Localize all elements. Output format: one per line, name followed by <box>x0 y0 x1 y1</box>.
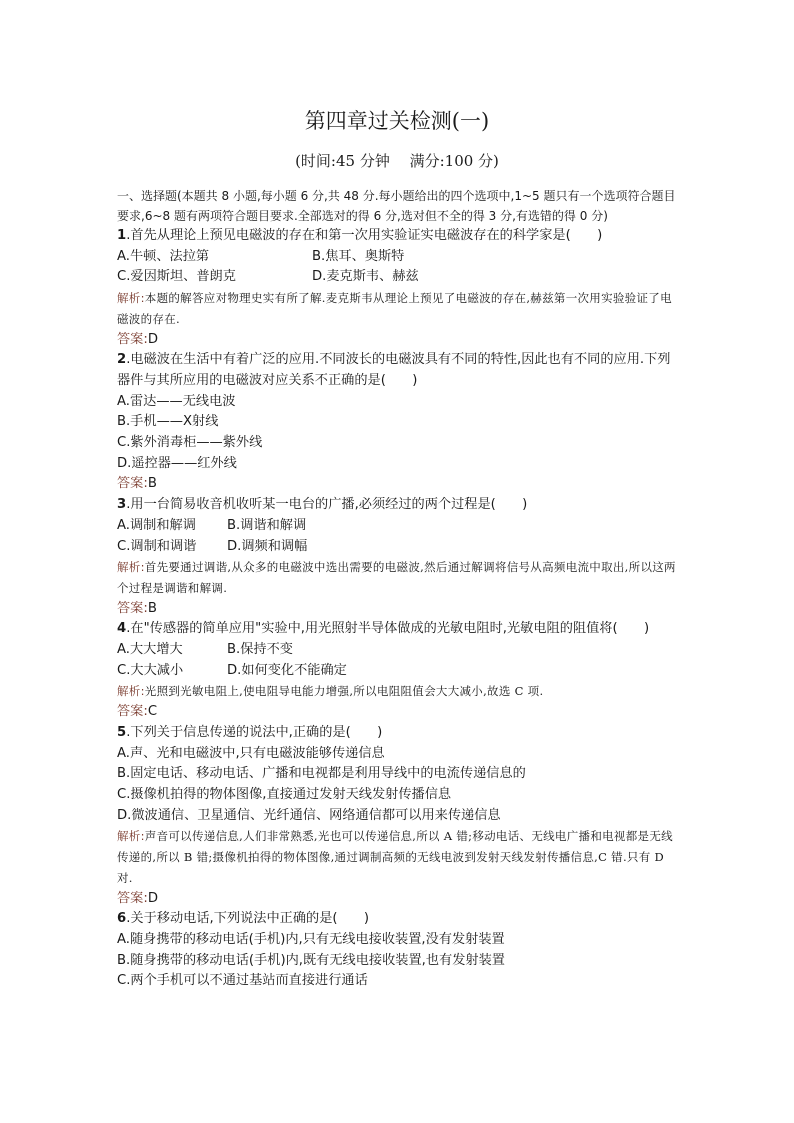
answer-label: 答案: <box>117 600 148 616</box>
answer <box>117 599 677 620</box>
question-4 <box>117 619 677 723</box>
option-b: B.手机——X射线 <box>117 414 219 430</box>
answer-label: 答案: <box>117 890 148 906</box>
option-b: B.随身携带的移动电话(手机)内,既有无线电接收装置,也有发射装置 <box>117 952 505 968</box>
option-c: C.摄像机拍得的物体图像,直接通过发射天线发射传播信息 <box>117 786 452 802</box>
analysis <box>117 826 677 888</box>
question-number: 1 <box>117 228 127 243</box>
option-d: D.麦克斯韦、赫兹 <box>312 269 419 285</box>
question-text: .首先从理论上预见电磁波的存在和第一次用实验证实电磁波存在的科学家是( ) <box>126 228 603 243</box>
question-stem <box>117 226 677 247</box>
question-number: 6 <box>117 911 127 927</box>
option-c: C.爱因斯坦、普朗克 <box>117 269 236 285</box>
option-d: D.遥控器——红外线 <box>117 455 237 471</box>
options-row <box>117 640 677 661</box>
question-number: 5 <box>117 724 127 740</box>
question-stem <box>117 619 677 640</box>
options-row <box>117 537 677 558</box>
answer-label: 答案: <box>117 704 148 720</box>
option-c: C.紫外消毒柜——紫外线 <box>117 435 263 451</box>
question-number: 4 <box>117 621 127 637</box>
analysis-label: 解析: <box>117 291 145 306</box>
option-c: C.大大减小 <box>117 662 184 678</box>
question-text: .关于移动电话,下列说法中正确的是( ) <box>126 911 370 927</box>
analysis <box>117 681 677 702</box>
option-b: B.焦耳、奥斯特 <box>312 248 405 264</box>
answer-value: B <box>147 476 157 492</box>
options-row <box>117 516 677 537</box>
answer <box>117 702 677 723</box>
option-d: D.如何变化不能确定 <box>227 662 347 678</box>
analysis-text: 声音可以传递信息,人们非常熟悉,光也可以传递信息,所以 A 错;移动电话、无线电广播和电视都是无线传递的,所以 B 错;摄像机拍得的物体图像,通过调制高频的无线电波到发射天线发射传播信息,C 错.只有 D 对. <box>117 829 673 885</box>
option-d: D.调频和调幅 <box>227 538 308 554</box>
question-stem <box>117 350 677 391</box>
option-c: C.两个手机可以不通过基站而直接进行通话 <box>117 973 368 989</box>
analysis-text: 本题的解答应对物理史实有所了解.麦克斯韦从理论上预见了电磁波的存在,赫兹第一次用实验验证了电磁波的存在. <box>117 291 672 326</box>
question-text: .在"传感器的简单应用"实验中,用光照射半导体做成的光敏电阻时,光敏电阻的阻值将( ) <box>126 621 650 637</box>
question-number: 3 <box>117 497 127 513</box>
answer-value: B <box>147 600 157 616</box>
analysis-label: 解析: <box>117 560 145 575</box>
analysis <box>117 288 677 329</box>
options-row <box>117 267 677 288</box>
option-c: C.调制和调谐 <box>117 538 197 554</box>
question-5 <box>117 723 677 909</box>
answer-value: D <box>147 331 158 347</box>
analysis-label: 解析: <box>117 684 145 699</box>
option-b: B.调谐和解调 <box>227 517 307 533</box>
option-b: B.固定电话、移动电话、广播和电视都是利用导线中的电流传递信息的 <box>117 766 526 782</box>
question-text: .用一台简易收音机收听某一电台的广播,必须经过的两个过程是( ) <box>126 497 528 513</box>
options-row <box>117 247 677 268</box>
question-2 <box>117 350 677 495</box>
option-a: A.大大增大 <box>117 642 183 658</box>
option-a: A.雷达——无线电波 <box>117 393 236 409</box>
answer-value: C <box>147 704 158 720</box>
analysis-text: 首先要通过调谐,从众多的电磁波中选出需要的电磁波,然后通过解调将信号从高频电流中取出,所以这两个过程是调谐和解调. <box>117 560 676 595</box>
exam-page <box>117 100 677 992</box>
question-6 <box>117 909 677 992</box>
analysis-label: 解析: <box>117 829 145 844</box>
question-stem <box>117 495 677 516</box>
answer-label: 答案: <box>117 476 148 492</box>
analysis-text: 光照到光敏电阻上,使电阻导电能力增强,所以电阻阻值会大大减小,故选 C 项. <box>144 684 544 699</box>
option-a: A.牛顿、法拉第 <box>117 248 210 264</box>
question-stem <box>117 723 677 744</box>
question-text: .下列关于信息传递的说法中,正确的是( ) <box>126 724 383 740</box>
answer <box>117 889 677 910</box>
page-title: 第四章过关检测(一) <box>304 109 490 133</box>
answer-value: D <box>147 890 158 906</box>
options-row <box>117 661 677 682</box>
answer-label: 答案: <box>117 331 148 347</box>
answer <box>117 474 677 495</box>
option-a: A.调制和解调 <box>117 517 196 533</box>
option-a: A.随身携带的移动电话(手机)内,只有无线电接收装置,没有发射装置 <box>117 931 505 947</box>
question-text: .电磁波在生活中有着广泛的应用.不同波长的电磁波具有不同的特性,因此也有不同的应用.下列器件与其所应用的电磁波对应关系不正确的是( ) <box>117 352 671 388</box>
section-instructions: 一、选择题(本题共 8 小题,每小题 6 分,共 48 分.每小题给出的四个选项中,1~5 题只有一个选项符合题目要求,6~8 题有两项符合题目要求.全部选对的得 6 分,选对但不全的得 3 分,有选错的得 0 分) <box>117 189 676 223</box>
exam-time-score: (时间:45 分钟 满分:100 分) <box>295 152 499 170</box>
question-3 <box>117 495 677 619</box>
option-b: B.保持不变 <box>227 642 293 658</box>
question-stem <box>117 909 677 930</box>
option-a: A.声、光和电磁波中,只有电磁波能够传递信息 <box>117 745 385 761</box>
option-d: D.微波通信、卫星通信、光纤通信、网络通信都可以用来传递信息 <box>117 807 501 823</box>
question-1 <box>117 226 677 350</box>
question-number: 2 <box>117 352 127 368</box>
answer <box>117 330 677 351</box>
analysis <box>117 557 677 598</box>
